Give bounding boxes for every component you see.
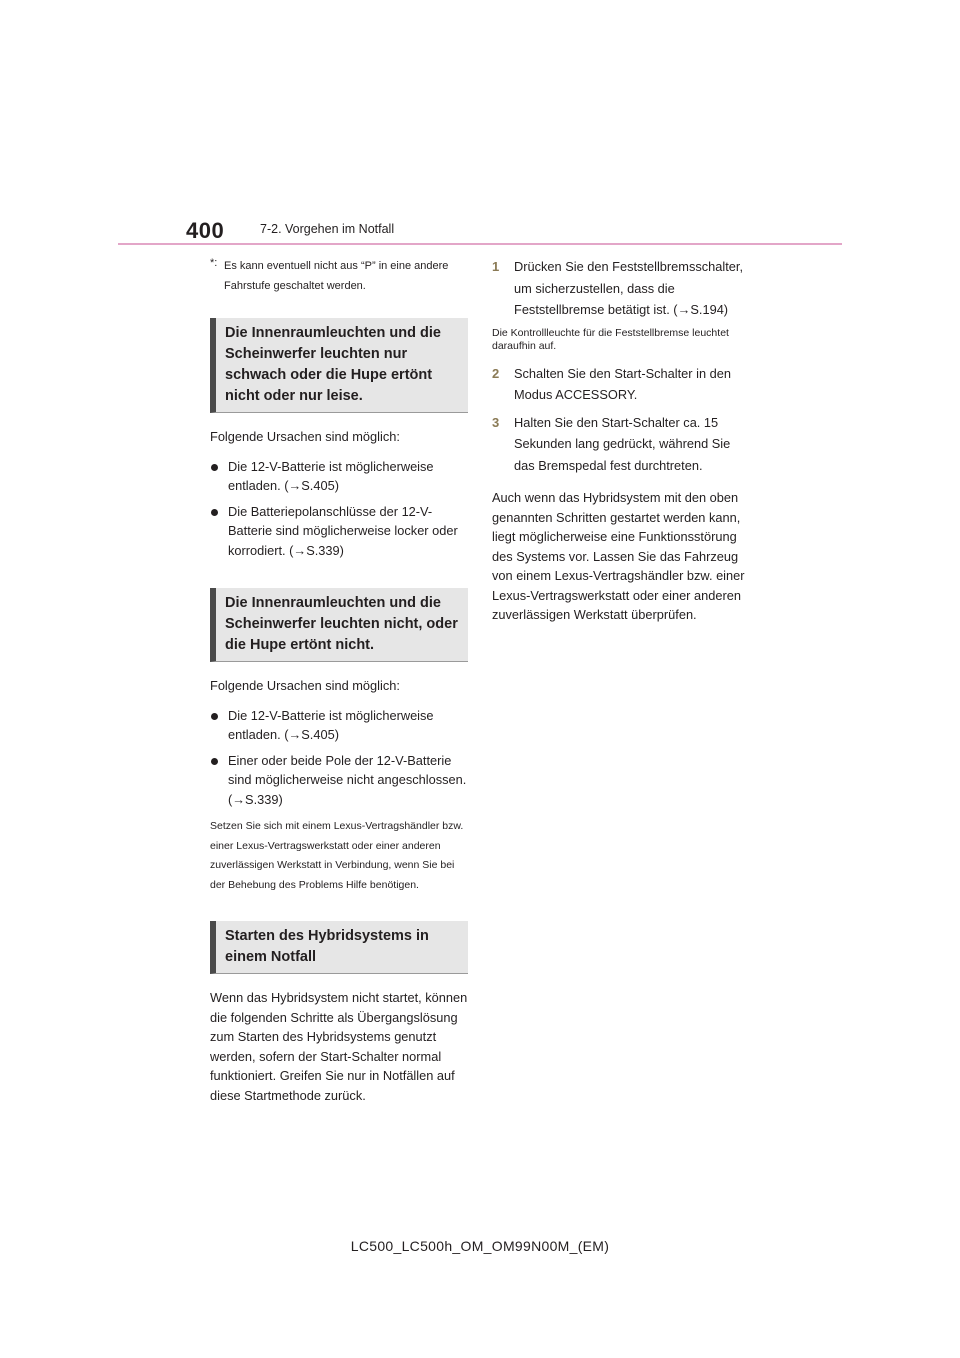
document-code: LC500_LC500h_OM_OM99N00M_(EM)	[350, 1238, 610, 1254]
step-number: 3	[492, 414, 500, 430]
bullet-icon	[211, 713, 218, 720]
heading-emergency-start: Starten des Hybridsystems in einem Notfall	[210, 921, 468, 974]
step-item	[492, 256, 752, 321]
step-item	[492, 412, 752, 477]
causes-intro: Folgende Ursachen sind möglich:	[210, 678, 400, 693]
list-item: Die 12-V-Batterie ist möglicherweise entladen. (→S.405)	[210, 457, 468, 496]
emergency-start-body: Wenn das Hybridsystem nicht startet, können die folgenden Schritte als Übergangslösung zum Starten des Hybridsystems genutzt werden, sofern der Start-Schalter normal funktioniert. Greifen Sie nur in Notfällen auf diese Startmethode zurück.	[210, 990, 468, 1103]
bullet-icon	[211, 464, 218, 471]
step-text: Schalten Sie den Start-Schalter in den Modus ACCESSORY.	[514, 365, 731, 402]
section-title: 7-2. Vorgehen im Notfall	[260, 222, 395, 236]
step-number: 2	[492, 365, 500, 381]
footnote-text: Es kann eventuell nicht aus “P” in eine andere Fahrstufe geschaltet werden.	[224, 260, 449, 292]
right-column	[492, 256, 752, 635]
list-item: Die Batteriepolanschlüsse der 12-V-Batterie sind möglicherweise locker oder korrodiert. (→S.339)	[210, 502, 468, 561]
list-item: Einer oder beide Pole der 12-V-Batterie sind möglicherweise nicht angeschlossen. (→S.339)	[210, 751, 468, 810]
step-text: Drücken Sie den Feststellbremsschalter, um sicherzustellen, dass die Feststellbremse betätigt ist. (→S.194)	[514, 259, 744, 317]
step-note: Die Kontrollleuchte für die Feststellbremse leuchtet daraufhin auf.	[492, 326, 729, 352]
causes-intro: Folgende Ursachen sind möglich:	[210, 429, 400, 444]
step-item	[492, 363, 752, 406]
footnote-mark: *:	[210, 257, 218, 269]
left-column	[210, 256, 468, 1115]
bullet-icon	[211, 509, 218, 516]
page-number: 400	[186, 218, 225, 243]
header-divider	[118, 243, 842, 245]
closing-paragraph: Auch wenn das Hybridsystem mit den oben genannten Schritten gestartet werden kann, liegt möglicherweise eine Funktionsstörung des Systems vor. Lassen Sie das Fahrzeug von einem Lexus-Vertragshändler bzw. einer Lexus-Vertragswerkstatt oder einer anderen zuverlässigen Werkstatt überprüfen.	[492, 490, 745, 622]
heading-weak-lights: Die Innenraumleuchten und die Scheinwerfer leuchten nur schwach oder die Hupe ertönt nicht oder nur leise.	[210, 318, 468, 413]
step-number: 1	[492, 259, 500, 274]
step-text: Halten Sie den Start-Schalter ca. 15 Sekunden lang gedrückt, während Sie das Bremspedal fest durchtreten.	[514, 414, 731, 473]
footnote	[210, 256, 468, 296]
heading-no-lights: Die Innenraumleuchten und die Scheinwerfer leuchten nicht, oder die Hupe ertönt nicht.	[210, 588, 468, 662]
bullet-icon	[211, 758, 218, 765]
list-item: Die 12-V-Batterie ist möglicherweise entladen. (→S.405)	[210, 706, 468, 745]
dealer-note: Setzen Sie sich mit einem Lexus-Vertragshändler bzw. einer Lexus-Vertragswerkstatt oder einer anderen zuverlässigen Werkstatt in Verbindung, wenn Sie bei der Behebung des Problems Hilfe benötigen.	[210, 820, 464, 891]
